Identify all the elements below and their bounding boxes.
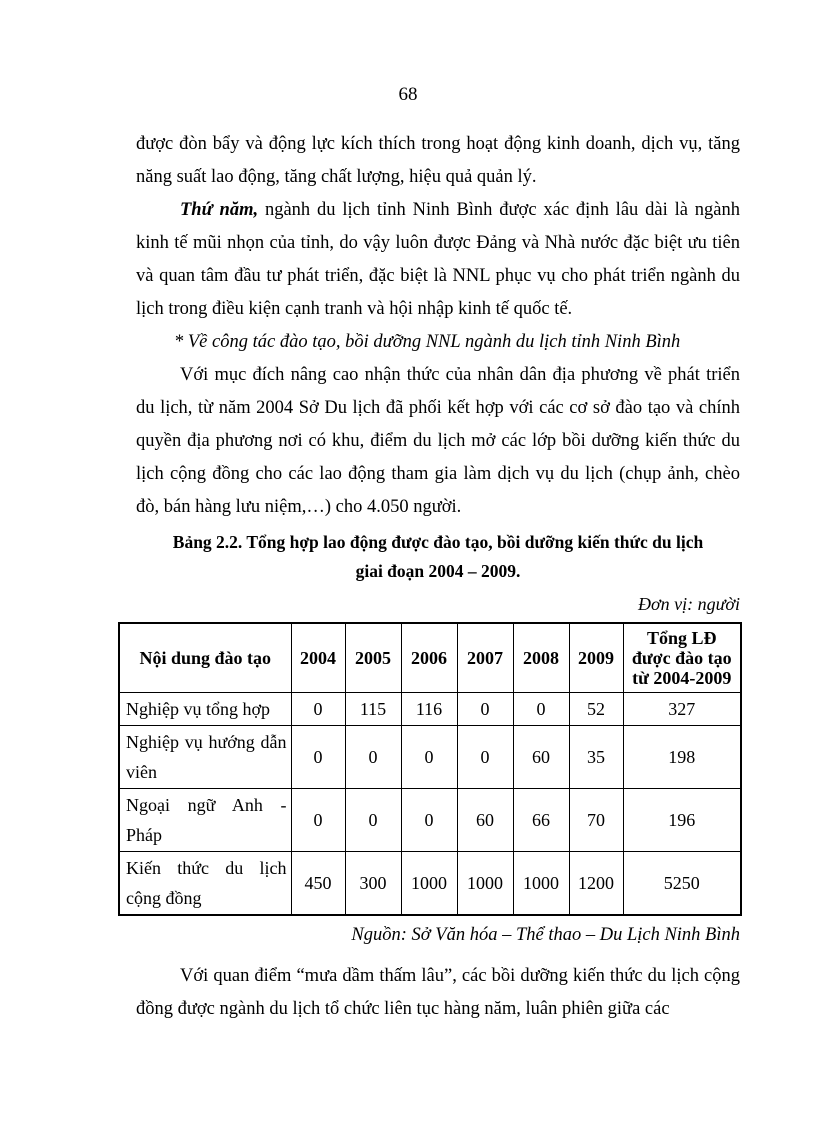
table-cell: 0 <box>291 726 345 789</box>
table-cell: 70 <box>569 789 623 852</box>
table-header-cell: 2004 <box>291 623 345 693</box>
table-row <box>119 726 741 789</box>
table-header-cell: 2007 <box>457 623 513 693</box>
paragraph-fifth-point <box>136 194 740 326</box>
table-cell: 1200 <box>569 852 623 916</box>
table-header-cell: Tổng LĐ được đào tạo từ 2004-2009 <box>623 623 741 693</box>
table-header-cell: 2006 <box>401 623 457 693</box>
table-header-cell: 2009 <box>569 623 623 693</box>
table-cell: 0 <box>291 693 345 726</box>
table-header-row <box>119 623 741 693</box>
table-cell: 115 <box>345 693 401 726</box>
row-label: Nghiệp vụ hướng dẫn viên <box>119 726 291 789</box>
table-header-cell: Nội dung đào tạo <box>119 623 291 693</box>
table-cell: 60 <box>513 726 569 789</box>
table-cell: 116 <box>401 693 457 726</box>
paragraph-lead: Thứ năm, <box>180 200 259 220</box>
table-header-cell: 2005 <box>345 623 401 693</box>
page-number: 68 <box>398 84 418 105</box>
table-cell: 0 <box>291 789 345 852</box>
paragraph-continuation: được đòn bẩy và động lực kích thích trong hoạt động kinh doanh, dịch vụ, tăng năng suất lao động, tăng chất lượng, hiệu quả quản lý. <box>136 134 740 187</box>
row-label: Nghiệp vụ tổng hợp <box>119 693 291 726</box>
table-unit: Đơn vị: người <box>637 594 740 614</box>
row-label: Kiến thức du lịch cộng đồng <box>119 852 291 916</box>
table-cell: 450 <box>291 852 345 916</box>
table-cell: 0 <box>401 726 457 789</box>
table-cell: 300 <box>345 852 401 916</box>
table-row <box>119 693 741 726</box>
paragraph-closing: Với quan điểm “mưa dầm thấm lâu”, các bồi dưỡng kiến thức du lịch cộng đồng được ngành du lịch tổ chức liên tục hàng năm, luân phiên giữa các <box>136 966 740 1019</box>
page-body <box>126 128 741 1026</box>
table-cell-total: 327 <box>623 693 741 726</box>
table-cell: 1000 <box>513 852 569 916</box>
table-cell: 0 <box>345 726 401 789</box>
table-title-line2: giai đoạn 2004 – 2009. <box>355 561 521 581</box>
table-row <box>119 852 741 916</box>
table-cell: 0 <box>345 789 401 852</box>
table-cell: 1000 <box>401 852 457 916</box>
section-heading: * Về công tác đào tạo, bồi dưỡng NNL ngành du lịch tỉnh Ninh Bình <box>174 332 681 352</box>
table-title-line1: Bảng 2.2. Tổng hợp lao động được đào tạo, bồi dưỡng kiến thức du lịch <box>172 532 704 552</box>
table-cell: 66 <box>513 789 569 852</box>
table-cell-total: 196 <box>623 789 741 852</box>
table-cell-total: 5250 <box>623 852 741 916</box>
training-table <box>118 622 742 916</box>
paragraph-fifth-point-text: ngành du lịch tỉnh Ninh Bình được xác định lâu dài là ngành kinh tế mũi nhọn của tỉnh, do vậy luôn được Đảng và Nhà nước đặc biệt ưu tiên và quan tâm đầu tư phát triển, đặc biệt là NNL phục vụ cho phát triển ngành du lịch trong điều kiện cạnh tranh và hội nhập kinh tế quốc tế. <box>136 200 741 319</box>
table-cell: 52 <box>569 693 623 726</box>
table-cell: 0 <box>457 693 513 726</box>
table-row <box>119 789 741 852</box>
table-source: Nguồn: Sở Văn hóa – Thể thao – Du Lịch Ninh Bình <box>351 925 740 945</box>
table-cell: 35 <box>569 726 623 789</box>
row-label: Ngoại ngữ Anh - Pháp <box>119 789 291 852</box>
table-cell: 60 <box>457 789 513 852</box>
table-cell: 0 <box>401 789 457 852</box>
table-cell: 0 <box>457 726 513 789</box>
table-cell-total: 198 <box>623 726 741 789</box>
table-header-cell: 2008 <box>513 623 569 693</box>
table-caption <box>136 528 740 586</box>
table-cell: 0 <box>513 693 569 726</box>
table-cell: 1000 <box>457 852 513 916</box>
paragraph-training: Với mục đích nâng cao nhận thức của nhân dân địa phương về phát triển du lịch, từ năm 2004 Sở Du lịch đã phối kết hợp với các cơ sở đào tạo và chính quyền địa phương nơi có khu, điểm du lịch mở các lớp bồi dưỡng kiến thức du lịch cộng đồng cho các lao động tham gia làm dịch vụ du lịch (chụp ảnh, chèo đò, bán hàng lưu niệm,…) cho 4.050 người. <box>136 365 740 517</box>
